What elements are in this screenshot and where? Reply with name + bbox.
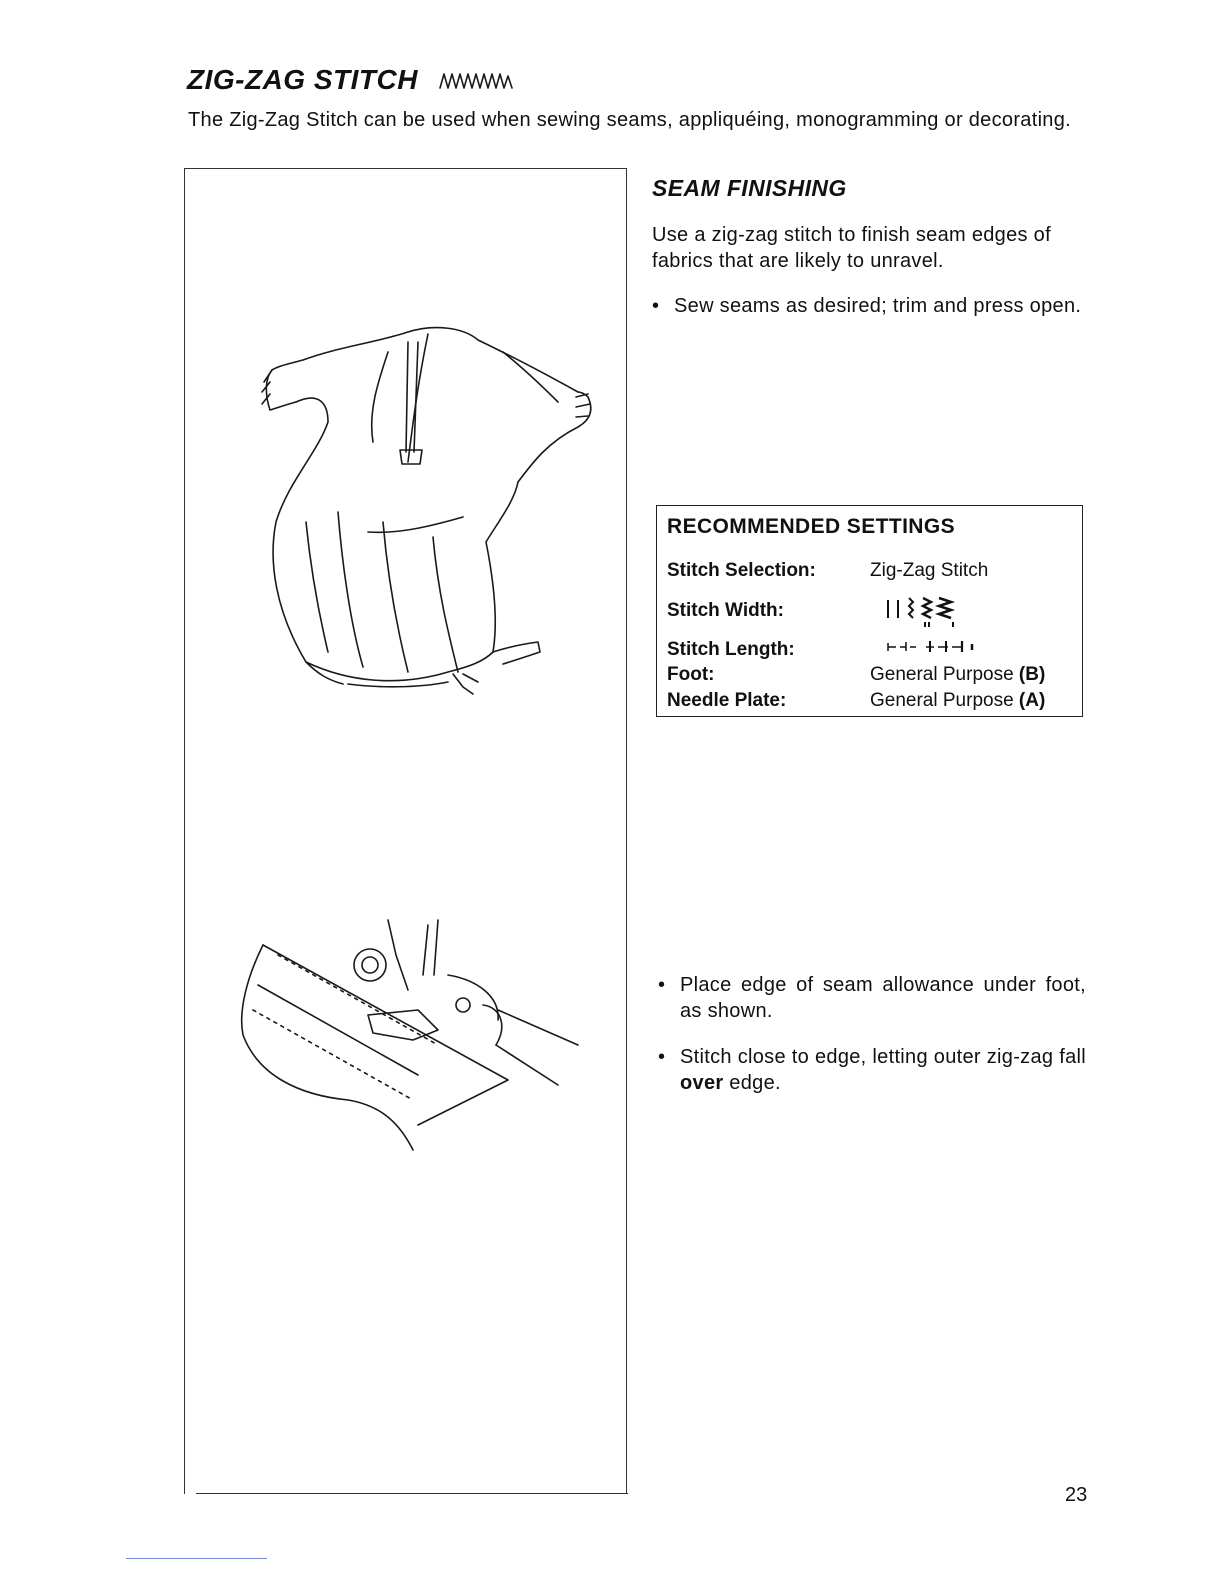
plate-letter: (A) — [1018, 690, 1046, 711]
footer-rule — [126, 1558, 267, 1559]
setting-label: Stitch Length: — [667, 639, 795, 660]
settings-title: RECOMMENDED SETTINGS — [667, 515, 956, 538]
bullet-place-edge — [658, 972, 1086, 1024]
setting-stitch-width — [667, 600, 784, 622]
foot-value-text: General Purpose — [870, 664, 1019, 685]
zigzag-stitch-icon — [438, 70, 516, 90]
setting-value: Zig-Zag Stitch — [870, 560, 989, 581]
seam-finishing-heading: SEAM FINISHING — [652, 175, 847, 201]
setting-stitch-length — [667, 639, 795, 661]
bullet-dot: • — [658, 1046, 666, 1068]
bullet-text-emphasis: over — [680, 1072, 724, 1094]
bullet-text-part: edge. — [723, 1072, 781, 1094]
bullet-text: Place edge of seam allowance under foot, as shown. — [680, 974, 1086, 1022]
stitch-length-icon — [886, 635, 986, 659]
seam-finishing-paragraph: Use a zig-zag stitch to finish seam edges of fabrics that are likely to unravel. — [652, 224, 1051, 272]
setting-needle-plate — [667, 690, 1046, 712]
bullet-dot: • — [658, 974, 666, 996]
stitch-width-icon — [885, 594, 975, 628]
foot-letter: (B) — [1018, 664, 1046, 685]
presser-foot-illustration — [238, 915, 583, 1155]
page-number: 23 — [1065, 1484, 1088, 1506]
setting-label: Stitch Width: — [667, 600, 784, 621]
setting-label: Foot: — [667, 664, 715, 685]
setting-label: Needle Plate: — [667, 690, 787, 711]
bullet-stitch-close — [658, 1044, 1086, 1096]
bullet-text: Sew seams as desired; trim and press open. — [674, 295, 1082, 317]
bullet-text-part: Stitch close to edge, letting outer zig-zag fall — [680, 1046, 1086, 1068]
bullet-dot: • — [652, 295, 660, 317]
plate-value-text: General Purpose — [870, 690, 1019, 711]
setting-value — [870, 690, 1045, 712]
setting-value — [870, 664, 1045, 686]
page-title: ZIG-ZAG STITCH — [187, 64, 418, 95]
bullet-sew-seams — [652, 293, 1082, 319]
baby-gown-illustration — [258, 322, 603, 707]
setting-stitch-selection — [667, 560, 989, 582]
intro-text: The Zig-Zag Stitch can be used when sewing seams, appliquéing, monogramming or decorating. — [188, 109, 1072, 131]
frame-bottom-rule — [196, 1493, 628, 1494]
setting-label: Stitch Selection: — [667, 560, 816, 581]
recommended-settings-box — [656, 505, 1083, 717]
setting-foot — [667, 664, 1046, 686]
bullet-text — [680, 1044, 1086, 1096]
